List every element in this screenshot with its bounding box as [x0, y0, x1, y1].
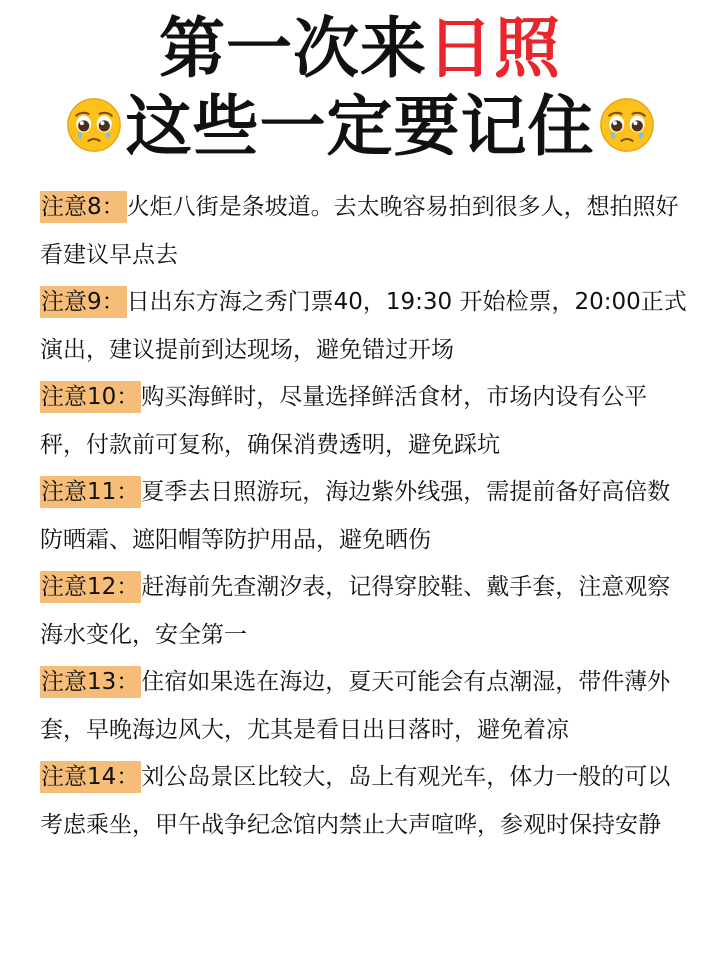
tip-label: 注意12：: [40, 571, 141, 603]
tip-text: 刘公岛景区比较大，岛上有观光车，体力一般的可以考虑乘坐，甲午战争纪念馆内禁止大声喧哗，参观时保持安静: [40, 764, 671, 838]
tip-label: 注意13：: [40, 666, 141, 698]
tip-item: [40, 184, 688, 279]
tip-label: 注意11：: [40, 476, 141, 508]
tip-text: 购买海鲜时，尽量选择鲜活食材，市场内设有公平秤，付款前可复称，确保消费透明，避免踩坑: [40, 384, 648, 458]
tip-item: [40, 279, 688, 374]
tip-text: 夏季去日照游玩，海边紫外线强，需提前备好高倍数防晒霜、遮阳帽等防护用品，避免晒伤: [40, 479, 671, 553]
page-title-line1: [0, 10, 720, 87]
tip-label: 注意14：: [40, 761, 141, 793]
tip-item: [40, 469, 688, 564]
tip-item: [40, 374, 688, 469]
tip-text: 日出东方海之秀门票40，19:30 开始检票，20:00正式演出，建议提前到达现场，避免错过开场: [40, 289, 687, 363]
tips-list: [40, 184, 688, 849]
tip-text: 赶海前先查潮汐表，记得穿胶鞋、戴手套，注意观察海水变化，安全第一: [40, 574, 671, 648]
page-title-line2: [0, 88, 720, 165]
tip-label: 注意9：: [40, 286, 127, 318]
title-highlight-city: 日照: [427, 10, 561, 87]
tip-item: [40, 659, 688, 754]
pleading-face-emoji-icon: [66, 97, 122, 153]
pleading-face-emoji-icon: [599, 97, 655, 153]
tip-item: [40, 754, 688, 849]
tip-label: 注意10：: [40, 381, 141, 413]
tip-text: 火炬八街是条坡道。去太晚容易拍到很多人，想拍照好看建议早点去: [40, 194, 679, 268]
title-main: 这些一定要记住: [125, 88, 595, 165]
tip-label: 注意8：: [40, 191, 127, 223]
title-prefix: 第一次来: [159, 10, 427, 87]
tip-item: [40, 564, 688, 659]
tip-text: 住宿如果选在海边，夏天可能会有点潮湿，带件薄外套，早晚海边风大，尤其是看日出日落时，避免着凉: [40, 669, 671, 743]
